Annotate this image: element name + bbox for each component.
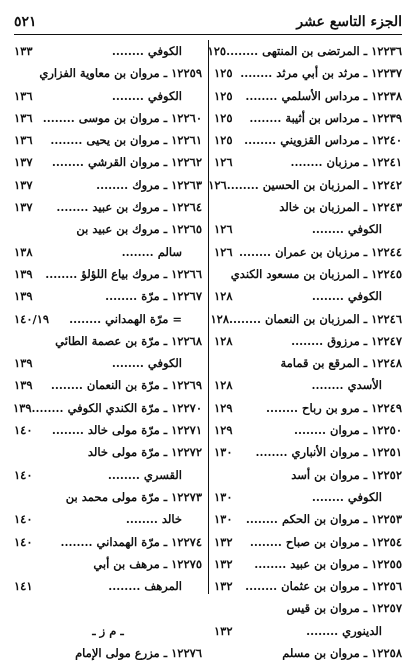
entry-page-number: ١٣٠ — [214, 445, 233, 460]
entry-text: ١٢٢٦٣ ـ مروك ........ — [96, 177, 202, 192]
entry-text: الدينوري ........ — [306, 623, 382, 638]
entry-text: ١٢٢٥١ ـ مروان الأنباري ........ — [255, 445, 402, 460]
index-entry — [214, 575, 402, 597]
index-entry — [14, 352, 202, 374]
entry-page-number: ١٢٨ — [214, 378, 233, 393]
entry-page-number: ١٢٥ — [214, 110, 233, 125]
entry-page-number: ١٢٨ — [214, 333, 233, 348]
index-entry — [14, 241, 202, 263]
index-entry — [14, 285, 202, 307]
entry-text: ١٢٢٥٢ ـ مروان بن أسد — [291, 467, 402, 482]
entry-page-number: ١٢٦ — [208, 177, 227, 192]
entry-text: ١٢٢٤٣ ـ المرزبان بن خالد — [279, 200, 402, 215]
entry-text: = مرّة الهمداني ........ — [69, 311, 182, 326]
entry-text: ـ م ز ـ — [92, 623, 124, 638]
entry-page-number: ١٣٢ — [214, 579, 233, 594]
entry-text: الكوفي ........ — [111, 356, 182, 371]
entry-text: ١٢٢٧٥ ـ مرهف بن أبي — [93, 556, 202, 571]
entry-page-number: ١٣٩ — [14, 289, 33, 304]
entry-page-number: ١٣٩ — [14, 266, 33, 281]
index-entry — [14, 85, 202, 107]
index-entry — [214, 486, 402, 508]
page-number: ٥٢١ — [14, 14, 37, 30]
index-entry — [214, 196, 402, 218]
entry-page-number: ١٣٢ — [214, 623, 233, 638]
header-rule — [14, 34, 402, 35]
entry-text: ١٢٢٧١ ـ مرّة مولى خالد ........ — [51, 423, 202, 438]
entry-page-number: ١٣٢ — [214, 556, 233, 571]
entry-text: ١٢٢٥٥ ـ مروان بن عبيد ........ — [254, 556, 402, 571]
entry-text: ١٢٢٥٤ ـ مروان بن صباح ........ — [249, 534, 402, 549]
entry-page-number: ١٣٩ — [14, 356, 33, 371]
index-entry — [214, 441, 402, 463]
running-title: الجزء التاسع عشر — [296, 14, 402, 30]
entry-text: الكوفي ........ — [311, 289, 382, 304]
entry-page-number: ١٤١ — [14, 579, 33, 594]
entry-text: الكوفي ........ — [311, 489, 382, 504]
index-entry — [207, 40, 402, 62]
entry-page-number: ١٣٧ — [14, 177, 33, 192]
index-entry — [214, 620, 402, 642]
entry-page-number: ١٤٠ — [14, 534, 33, 549]
entry-text: ١٢٢٤١ ـ مرزبان ........ — [290, 155, 402, 170]
index-entry — [214, 553, 402, 575]
index-entry — [214, 330, 402, 352]
index-entry — [214, 285, 402, 307]
entry-page-number: ١٤٠ — [14, 423, 33, 438]
entry-page-number: ١٣٠ — [214, 512, 233, 527]
index-entry — [214, 397, 402, 419]
entry-page-number: ١٣٨ — [14, 244, 33, 259]
entry-text: ١٢٢٦٨ ـ مرّة بن عصمة الطائي — [55, 333, 202, 348]
entry-text: ١٢٢٤٠ ـ مرداس القزويني ........ — [244, 133, 402, 148]
entry-text: ١٢٢٧٣ ـ مرّة مولى محمد بن — [65, 489, 202, 504]
entry-page-number: ١٢٦ — [214, 155, 233, 170]
entry-page-number: ١٣٣ — [14, 44, 33, 58]
entry-text: المرهف ........ — [108, 579, 182, 594]
index-entry — [14, 508, 202, 530]
entry-page-number: ١٤٠ — [14, 512, 33, 527]
entry-text: ١٢٢٦٧ ـ مرّة ........ — [105, 289, 202, 304]
entry-text: ١٢٢٤٥ ـ المرزبان بن مسعود الكندي — [230, 266, 402, 281]
index-entry — [214, 107, 402, 129]
index-entry — [14, 129, 202, 151]
index-entry — [214, 374, 402, 396]
entry-text: ١٢٢٥٣ ـ مروان بن الحكم ........ — [245, 512, 402, 527]
entry-text: ١٢٢٦٩ ـ مرّة بن النعمان ........ — [50, 378, 202, 393]
entry-page-number: ١٢٩ — [214, 423, 233, 438]
entry-text: ١٢٢٤٩ ـ مرو بن رباح ........ — [265, 400, 402, 415]
index-entry — [14, 486, 202, 508]
index-entry — [14, 174, 202, 196]
index-entry — [14, 196, 202, 218]
index-entry — [214, 508, 402, 530]
index-entry — [214, 531, 402, 553]
entry-text: ١٢٢٥٨ ـ مروان بن مسلم — [282, 646, 402, 661]
entry-text: ١٢٢٦٠ ـ مروان بن موسى ........ — [42, 110, 202, 125]
entry-text: ١٢٢٦٥ ـ مروك بن عبيد بن — [76, 222, 202, 237]
entry-page-number: ١٤٠/١٩ — [14, 311, 50, 326]
entry-text: ١٢٢٥٩ ـ مروان بن معاوية الفزاري — [39, 66, 202, 81]
entry-text: ١٢٢٧٠ ـ مرّة الكندي الكوفي ........ — [31, 400, 202, 415]
entry-page-number: ١٢٥ — [214, 66, 233, 81]
index-column-right — [207, 40, 402, 664]
index-entry — [214, 241, 402, 263]
index-entry — [14, 107, 202, 129]
index-entry — [14, 218, 202, 240]
entry-page-number: ١٢٦ — [214, 222, 233, 237]
index-entry — [14, 419, 202, 441]
entry-text: ١٢٢٥٠ ـ مروان ........ — [294, 423, 402, 438]
index-entry — [214, 419, 402, 441]
entry-text: ١٢٢٧٤ ـ مرّة الهمداني ........ — [60, 534, 202, 549]
index-entry — [14, 62, 202, 84]
entry-text: الكوفي ........ — [111, 44, 182, 58]
page-header — [14, 10, 402, 34]
index-entry — [14, 151, 202, 173]
index-entry — [14, 597, 202, 619]
entry-text: ١٢٢٦٦ ـ مروك بياع اللؤلؤ ........ — [45, 266, 202, 281]
entry-text: الأسدي ........ — [311, 378, 382, 393]
entry-page-number: ١٢٥ — [214, 88, 233, 103]
entry-text: ١٢٢٥٧ ـ مروان بن قيس — [286, 601, 402, 616]
entry-text: ١٢٢٤٧ ـ مرزوق ........ — [291, 333, 402, 348]
entry-text: القسري ........ — [107, 467, 182, 482]
entry-page-number: ١٢٥ — [214, 133, 233, 148]
entry-page-number: ١٣٦ — [14, 88, 33, 103]
index-entry — [14, 308, 202, 330]
entry-page-number: ١٣٧ — [14, 200, 33, 215]
index-entry — [210, 308, 402, 330]
entry-text: سالم ........ — [121, 244, 182, 259]
entry-page-number: ١٣٢ — [214, 534, 233, 549]
entry-page-number: ١٢٥ — [207, 44, 227, 58]
entry-page-number: ١٢٦ — [214, 244, 233, 259]
entry-text: ١٢٢٤٢ ـ المرزبان بن الحسين ........ — [226, 177, 402, 192]
entry-text: الكوفي ........ — [111, 88, 182, 103]
index-entry — [14, 464, 202, 486]
entry-text: ١٢٢٦٢ ـ مروان القرشي ........ — [51, 155, 202, 170]
index-entry — [14, 642, 202, 664]
index-entry — [214, 352, 402, 374]
index-entry — [14, 441, 202, 463]
entry-text: ١٢٢٣٦ ـ المرتضى بن المنتهى ........ — [226, 44, 402, 58]
index-entry — [14, 575, 202, 597]
entry-text: ١٢٢٤٨ ـ المرقع بن قمامة — [280, 356, 402, 371]
section-letter-heading — [14, 620, 202, 642]
column-divider — [208, 40, 209, 594]
entry-text: ١٢٢٣٨ ـ مرداس الأسلمي ........ — [245, 88, 402, 103]
entry-page-number: ١٢٩ — [214, 400, 233, 415]
index-column-left — [14, 40, 202, 664]
entry-page-number: ١٣٩ — [13, 400, 32, 415]
entry-text: ١٢٢٣٩ ـ مرداس بن أثيبة ........ — [249, 110, 402, 125]
entry-page-number: ١٣٦ — [14, 110, 33, 125]
entry-text: ١٢٢٥٦ ـ مروان بن عثمان ........ — [245, 579, 402, 594]
entry-text: ١٢٢٦٤ ـ مروك بن عبيد ........ — [56, 200, 202, 215]
entry-page-number: ١٣٠ — [214, 489, 233, 504]
index-entry — [214, 597, 402, 619]
index-entry — [214, 263, 402, 285]
entry-page-number: ١٣٧ — [14, 155, 33, 170]
entry-text: ١٢٢٦١ ـ مروان بن يحيى ........ — [50, 133, 202, 148]
index-entry — [14, 531, 202, 553]
entry-page-number: ١٣٦ — [14, 133, 33, 148]
entry-text: ١٢٢٧٢ ـ مرّة مولى خالد — [87, 445, 202, 460]
entry-page-number: ١٣٩ — [14, 378, 33, 393]
entry-page-number: ١٢٨ — [214, 289, 233, 304]
entry-text: ١٢٢٣٧ ـ مرثد بن أبي مرثد ........ — [240, 66, 402, 81]
index-entry — [14, 263, 202, 285]
entry-page-number: ١٢٨ — [210, 311, 230, 326]
entry-text: ١٢٢٤٦ ـ المرزبان بن النعمان ........ — [229, 311, 402, 326]
index-entry — [14, 330, 202, 352]
index-entry — [214, 129, 402, 151]
entry-text: ١٢٢٧٦ ـ مزرع مولى الإمام — [75, 646, 202, 661]
index-entry — [14, 40, 202, 62]
index-entry — [214, 151, 402, 173]
index-entry — [214, 464, 402, 486]
index-entry — [214, 62, 402, 84]
index-entry — [214, 642, 402, 664]
index-entry — [14, 553, 202, 575]
index-entry — [14, 374, 202, 396]
entry-page-number: ١٤٠ — [14, 467, 33, 482]
index-entry — [214, 85, 402, 107]
entry-text: ١٢٢٤٤ ـ مرزبان بن عمران ........ — [239, 244, 402, 259]
entry-text: خالد ........ — [125, 512, 182, 527]
index-entry — [208, 174, 402, 196]
index-entry — [214, 218, 402, 240]
index-entry — [14, 397, 202, 419]
entry-text: الكوفي ........ — [311, 222, 382, 237]
